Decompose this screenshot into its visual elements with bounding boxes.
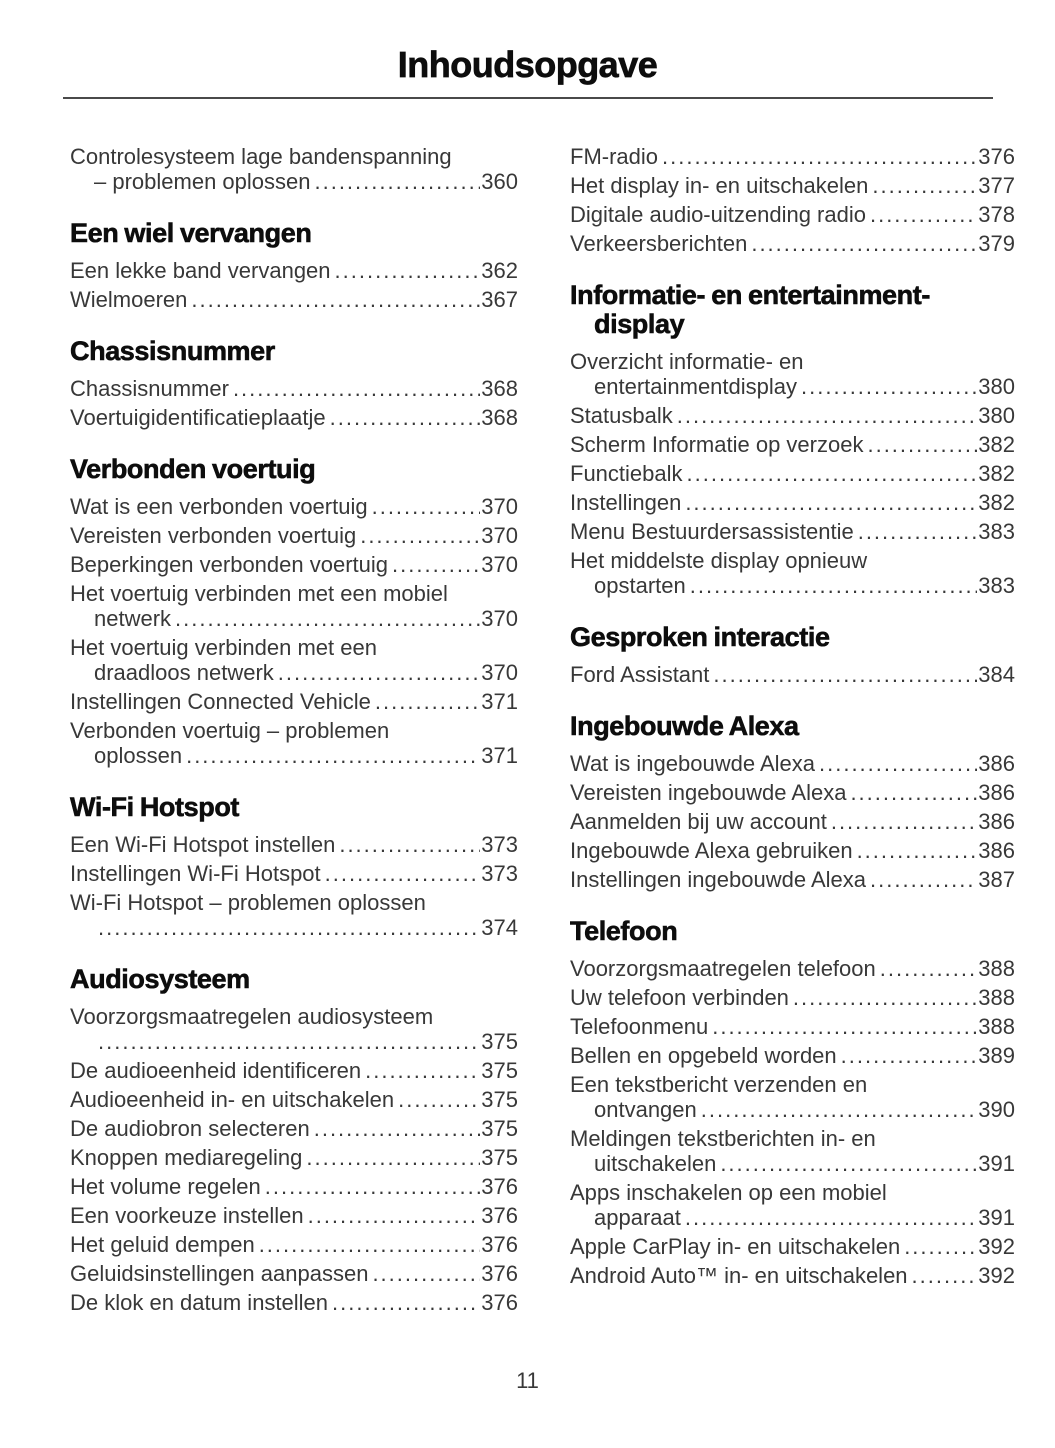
toc-leader-dots [677, 403, 978, 428]
toc-entry-text: draadloos netwerk [94, 659, 274, 685]
toc-page-ref: 375 [481, 1086, 518, 1112]
toc-leader-dots [372, 1261, 480, 1286]
toc-section-heading [70, 793, 518, 822]
toc-entry-text: netwerk [94, 605, 172, 631]
toc-page-ref: 371 [481, 742, 518, 768]
toc-entry [570, 1072, 1015, 1122]
toc-leader-dots [857, 838, 978, 863]
toc-section-heading-line: Gesproken interactie [570, 621, 830, 652]
toc-section-heading-line: Audiosysteem [70, 963, 250, 994]
toc-section-heading [570, 281, 1015, 339]
toc-page-ref: 360 [481, 168, 518, 194]
toc-leader-dots [870, 202, 977, 227]
toc-entry-text: Apple CarPlay in- en uitschakelen [570, 1233, 901, 1259]
toc-section-heading-line: Een wiel vervangen [70, 217, 312, 248]
toc-leader-dots [392, 552, 480, 577]
toc-section-heading [70, 455, 518, 484]
toc-page-ref: 371 [481, 688, 518, 714]
toc-entry [70, 1116, 518, 1141]
toc-page-ref: 374 [481, 914, 518, 940]
toc-page-ref: 386 [978, 750, 1015, 776]
toc-entry-text: Digitale audio-uitzending radio [570, 201, 866, 227]
toc-entry-text: Chassisnummer [70, 375, 229, 401]
toc-entry-text: Vereisten verbonden voertuig [70, 522, 357, 548]
toc-page-ref: 375 [481, 1028, 518, 1054]
toc-leader-dots [831, 809, 977, 834]
toc-page-ref: 382 [978, 460, 1015, 486]
toc-leader-dots [186, 743, 480, 768]
toc-page-ref: 389 [978, 1042, 1015, 1068]
toc-page-ref: 370 [481, 551, 518, 577]
toc-page-ref: 391 [978, 1204, 1015, 1230]
toc-entry-text: Apps inschakelen op een mobiel [570, 1179, 887, 1205]
toc-entry [70, 494, 518, 519]
toc-entry [70, 581, 518, 631]
toc-entry-text: Geluidsinstellingen aanpassen [70, 1260, 369, 1286]
toc-page-ref: 392 [978, 1233, 1015, 1259]
toc-page-ref: 386 [978, 808, 1015, 834]
toc-section-heading-line: Informatie- en entertainment- [570, 279, 930, 310]
toc-leader-dots [335, 258, 481, 283]
toc-entry [570, 403, 1015, 428]
toc-leader-dots [685, 490, 977, 515]
toc-leader-dots [233, 376, 480, 401]
toc-entry [570, 1014, 1015, 1039]
toc-leader-dots [365, 1058, 480, 1083]
toc-entry [570, 548, 1015, 598]
toc-leader-dots [191, 287, 480, 312]
toc-leader-dots [175, 606, 480, 631]
toc-leader-dots [872, 173, 977, 198]
toc-entry-text: De klok en datum instellen [70, 1289, 329, 1315]
toc-page-ref: 373 [481, 860, 518, 886]
toc-page-ref: 370 [481, 605, 518, 631]
toc-entry-text: Instellingen ingebouwde Alexa [570, 866, 867, 892]
toc-leader-dots [793, 985, 977, 1010]
toc-entry-text: Het middelste display opnieuw [570, 547, 868, 573]
toc-page-ref: 386 [978, 837, 1015, 863]
toc-page-ref: 370 [481, 659, 518, 685]
toc-entry-text: De audioeenheid identificeren [70, 1057, 362, 1083]
toc-entry-text: Een tekstbericht verzenden en [570, 1071, 868, 1097]
toc-entry [570, 1263, 1015, 1288]
toc-leader-dots [662, 144, 977, 169]
toc-page-ref: 377 [978, 172, 1015, 198]
toc-entry [70, 832, 518, 857]
toc-entry-text: Functiebalk [570, 460, 683, 486]
toc-entry-text: Voorzorgsmaatregelen audiosysteem [70, 1003, 434, 1029]
toc-entry [570, 173, 1015, 198]
toc-section-heading-line: display [594, 308, 685, 339]
toc-leader-dots [685, 1205, 977, 1230]
toc-leader-dots [98, 1029, 480, 1054]
toc-entry-text: Uw telefoon verbinden [570, 984, 789, 1010]
toc-entry [570, 1043, 1015, 1068]
toc-entry-text: Beperkingen verbonden voertuig [70, 551, 389, 577]
toc-columns [0, 99, 1055, 1319]
toc-section-heading [570, 917, 1015, 946]
toc-entry [70, 1203, 518, 1228]
toc-entry [570, 231, 1015, 256]
toc-entry-text: Statusbalk [570, 402, 673, 428]
toc-entry-text: Wat is ingebouwde Alexa [570, 750, 815, 776]
toc-leader-dots [314, 169, 480, 194]
toc-entry-text: Instellingen Wi-Fi Hotspot [70, 860, 321, 886]
toc-leader-dots [713, 662, 977, 687]
toc-entry-text: opstarten [594, 572, 686, 598]
toc-entry-text: Controlesysteem lage bandenspanning [70, 143, 452, 169]
toc-entry [70, 718, 518, 768]
toc-entry [70, 689, 518, 714]
toc-entry-text: Vereisten ingebouwde Alexa [570, 779, 847, 805]
toc-entry [570, 751, 1015, 776]
toc-entry [570, 519, 1015, 544]
toc-entry-text: Een lekke band vervangen [70, 257, 331, 283]
toc-entry-text: Knoppen mediaregeling [70, 1144, 303, 1170]
toc-entry-text: oplossen [94, 742, 183, 768]
toc-leader-dots [690, 573, 978, 598]
toc-section-heading [570, 712, 1015, 741]
toc-entry-text: Verbonden voertuig – problemen [70, 717, 390, 743]
toc-entry [70, 1290, 518, 1315]
toc-leader-dots [375, 689, 480, 714]
toc-entry [570, 956, 1015, 981]
toc-right-column [570, 144, 1015, 1319]
toc-page-ref: 376 [481, 1231, 518, 1257]
toc-page-ref: 376 [481, 1289, 518, 1315]
toc-entry [70, 552, 518, 577]
toc-entry [570, 985, 1015, 1010]
toc-entry-text: Voorzorgsmaatregelen telefoon [570, 955, 876, 981]
toc-entry [70, 1145, 518, 1170]
toc-entry-text: Telefoonmenu [570, 1013, 709, 1039]
toc-entry-text: Het display in- en uitschakelen [570, 172, 869, 198]
toc-leader-dots [265, 1174, 481, 1199]
toc-entry [70, 144, 518, 194]
toc-page-ref: 380 [978, 373, 1015, 399]
toc-page-ref: 370 [481, 522, 518, 548]
toc-entry-text: Het geluid dempen [70, 1231, 255, 1257]
toc-entry-text: uitschakelen [594, 1150, 717, 1176]
toc-entry-text: Aanmelden bij uw account [570, 808, 827, 834]
toc-leader-dots [801, 374, 977, 399]
toc-page-ref: 376 [481, 1260, 518, 1286]
toc-page-ref: 382 [978, 489, 1015, 515]
toc-entry [570, 144, 1015, 169]
toc-entry [70, 523, 518, 548]
toc-entry [570, 1126, 1015, 1176]
toc-leader-dots [841, 1043, 978, 1068]
toc-page-ref: 383 [978, 572, 1015, 598]
toc-leader-dots [330, 405, 481, 430]
toc-entry-text: Verkeersberichten [570, 230, 748, 256]
toc-entry [70, 1232, 518, 1257]
toc-entry-text: Wielmoeren [70, 286, 188, 312]
toc-entry-text: ontvangen [594, 1096, 697, 1122]
toc-page-ref: 388 [978, 955, 1015, 981]
toc-section-heading [70, 965, 518, 994]
toc-entry [570, 780, 1015, 805]
toc-entry-text: entertainmentdisplay [594, 373, 798, 399]
toc-leader-dots [850, 780, 977, 805]
toc-entry [70, 635, 518, 685]
toc-page-ref: 380 [978, 402, 1015, 428]
toc-entry-text: Meldingen tekstberichten in- en [570, 1125, 876, 1151]
toc-leader-dots [858, 519, 978, 544]
toc-entry-text: Voertuigidentificatieplaatje [70, 404, 326, 430]
toc-entry [70, 405, 518, 430]
page-number-footer: 11 [516, 1368, 539, 1393]
toc-leader-dots [904, 1234, 977, 1259]
toc-entry [570, 432, 1015, 457]
toc-entry-text: FM-radio [570, 143, 659, 169]
toc-leader-dots [332, 1290, 480, 1315]
toc-leader-dots [339, 832, 480, 857]
toc-leader-dots [360, 523, 480, 548]
toc-entry [70, 1174, 518, 1199]
toc-entry [570, 1180, 1015, 1230]
toc-page-ref: 388 [978, 984, 1015, 1010]
toc-page-ref: 379 [978, 230, 1015, 256]
toc-page-ref: 376 [978, 143, 1015, 169]
toc-page-ref: 387 [978, 866, 1015, 892]
toc-leader-dots [720, 1151, 977, 1176]
toc-page-ref: 388 [978, 1013, 1015, 1039]
toc-entry [70, 1058, 518, 1083]
toc-entry-text: Menu Bestuurdersassistentie [570, 518, 854, 544]
toc-entry [570, 662, 1015, 687]
toc-entry [570, 809, 1015, 834]
toc-entry [570, 202, 1015, 227]
toc-entry-text: Ingebouwde Alexa gebruiken [570, 837, 853, 863]
toc-leader-dots [867, 432, 977, 457]
toc-entry [70, 287, 518, 312]
toc-leader-dots [314, 1116, 481, 1141]
toc-entry [70, 890, 518, 940]
toc-leader-dots [701, 1097, 978, 1122]
toc-leader-dots [308, 1203, 481, 1228]
toc-page-ref: 384 [978, 661, 1015, 687]
toc-leader-dots [870, 867, 977, 892]
toc-page-ref: 367 [481, 286, 518, 312]
toc-section-heading-line: Telefoon [570, 915, 678, 946]
toc-page-ref: 382 [978, 431, 1015, 457]
toc-entry-text: De audiobron selecteren [70, 1115, 310, 1141]
toc-entry-text: – problemen oplossen [94, 168, 311, 194]
toc-entry-text: Een Wi-Fi Hotspot instellen [70, 831, 336, 857]
toc-entry-text: Instellingen Connected Vehicle [70, 688, 371, 714]
toc-leader-dots [712, 1014, 977, 1039]
toc-page-ref: 362 [481, 257, 518, 283]
toc-entry [570, 1234, 1015, 1259]
toc-leader-dots [306, 1145, 480, 1170]
toc-page-ref: 376 [481, 1202, 518, 1228]
toc-page-ref: 391 [978, 1150, 1015, 1176]
toc-section-heading-line: Wi-Fi Hotspot [70, 791, 240, 822]
toc-section-heading [70, 219, 518, 248]
toc-leader-dots [259, 1232, 481, 1257]
toc-entry [570, 349, 1015, 399]
toc-entry [70, 1087, 518, 1112]
toc-page-ref: 375 [481, 1057, 518, 1083]
page-title: Inhoudsopgave [397, 44, 658, 85]
toc-entry [70, 258, 518, 283]
toc-entry-text: Het volume regelen [70, 1173, 261, 1199]
toc-entry-text: Wat is een verbonden voertuig [70, 493, 368, 519]
toc-entry-text: Scherm Informatie op verzoek [570, 431, 864, 457]
toc-leader-dots [278, 660, 481, 685]
toc-page-ref: 378 [978, 201, 1015, 227]
toc-section-heading [570, 623, 1015, 652]
toc-entry-text: Ford Assistant [570, 661, 710, 687]
toc-page-ref: 390 [978, 1096, 1015, 1122]
toc-entry-text: Een voorkeuze instellen [70, 1202, 304, 1228]
toc-page-ref: 375 [481, 1115, 518, 1141]
toc-entry-text: Instellingen [570, 489, 682, 515]
toc-page-ref: 370 [481, 493, 518, 519]
toc-section-heading-line: Ingebouwde Alexa [570, 710, 799, 741]
toc-leader-dots [819, 751, 977, 776]
toc-entry [570, 490, 1015, 515]
toc-entry-text: Android Auto™ in- en uitschakelen [570, 1262, 908, 1288]
toc-leader-dots [398, 1087, 480, 1112]
toc-page-ref: 386 [978, 779, 1015, 805]
toc-section-heading-line: Chassisnummer [70, 335, 275, 366]
toc-section-heading-line: Verbonden voertuig [70, 453, 316, 484]
toc-leader-dots [912, 1263, 978, 1288]
toc-entry [570, 867, 1015, 892]
toc-entry [570, 461, 1015, 486]
toc-entry-text: Audioeenheid in- en uitschakelen [70, 1086, 395, 1112]
toc-page-ref: 373 [481, 831, 518, 857]
toc-page-ref: 375 [481, 1144, 518, 1170]
toc-page-ref: 368 [481, 404, 518, 430]
toc-page-ref: 376 [481, 1173, 518, 1199]
toc-section-heading [70, 337, 518, 366]
toc-entry-text: apparaat [594, 1204, 681, 1230]
toc-entry [70, 1261, 518, 1286]
toc-entry-text: Overzicht informatie- en [570, 348, 804, 374]
toc-leader-dots [372, 494, 481, 519]
toc-leader-dots [687, 461, 978, 486]
toc-page-ref: 392 [978, 1262, 1015, 1288]
toc-page-ref: 383 [978, 518, 1015, 544]
toc-entry [70, 861, 518, 886]
toc-entry-text: Bellen en opgebeld worden [570, 1042, 837, 1068]
toc-leader-dots [98, 915, 480, 940]
toc-entry-text: Het voertuig verbinden met een mobiel [70, 580, 448, 606]
toc-page-ref: 368 [481, 375, 518, 401]
toc-entry [70, 376, 518, 401]
toc-leader-dots [325, 861, 481, 886]
toc-entry [570, 838, 1015, 863]
toc-leader-dots [751, 231, 977, 256]
toc-entry [70, 1004, 518, 1054]
toc-entry-text: Het voertuig verbinden met een [70, 634, 377, 660]
toc-entry-text: Wi-Fi Hotspot – problemen oplossen [70, 889, 426, 915]
toc-leader-dots [880, 956, 978, 981]
toc-left-column [70, 144, 518, 1319]
